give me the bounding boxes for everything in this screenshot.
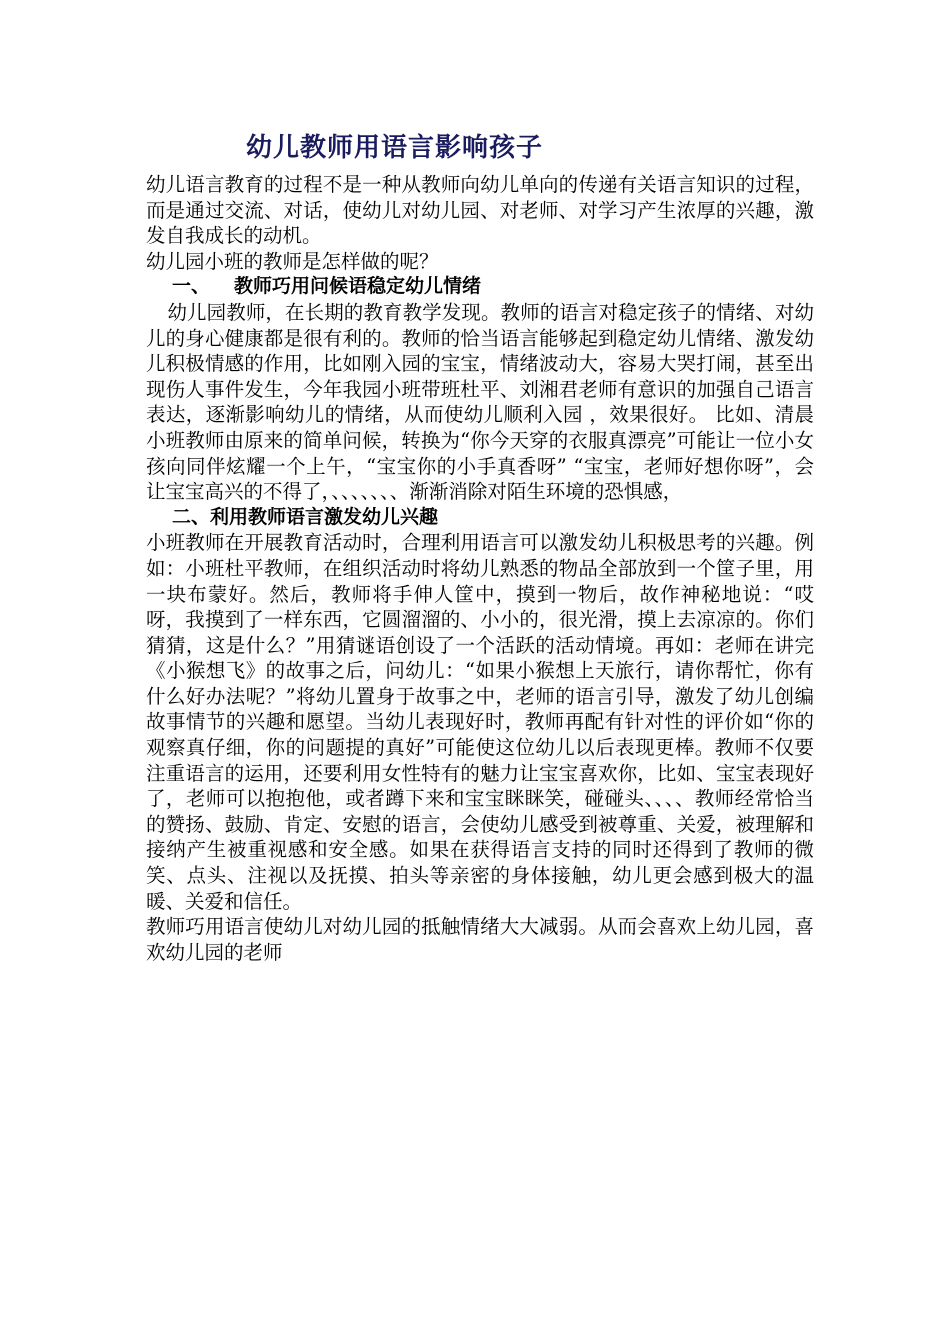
document-title: 幼儿教师用语言影响孩子 bbox=[246, 133, 544, 163]
section1-heading-text: 教师巧用问候语稳定幼儿情绪 bbox=[234, 275, 482, 298]
section1-heading bbox=[146, 274, 814, 300]
section2-body: 小班教师在开展教育活动时，合理利用语言可以激发幼儿积极思考的兴趣。例如：小班杜平教师，在组织活动时将幼儿熟悉的物品全部放到一个筐子里，用一块布蒙好。然后，教师将手伸人筐中，摸到一物后，故作神秘地说：“哎呀，我摸到了一样东西，它圆溜溜的、小小的，很光滑，摸上去凉凉的。你们猜猜，这是什么？”用猜谜语创设了一个活跃的活动情境。再如：老师在讲完《小猴想飞》的故事之后，问幼儿：“如果小猴想上天旅行，请你帮忙，你有什么好办法呢？”将幼儿置身于故事之中，老师的语言引导，激发了幼儿创编故事情节的兴趣和愿望。当幼儿表现好时，教师再配有针对性的评价如“你的观察真仔细，你的问题提的真好”可能使这位幼儿以后表现更棒。教师不仅要注重语言的运用，还要利用女性特有的魅力让宝宝喜欢你，比如、宝宝表现好了，老师可以抱抱他，或者蹲下来和宝宝眯眯笑，碰碰头、、、、教师经常恰当的赞扬、鼓励、肯定、安慰的语言，会使幼儿感受到被尊重、关爱，被理解和接纳产生被重视感和安全感。如果在获得语言支持的同时还得到了教师的微笑、点头、注视以及抚摸、拍头等亲密的身体接触，幼儿更会感到极大的温暖、关爱和信任。 bbox=[146, 531, 814, 913]
section1-body: 幼儿园教师，在长期的教育教学发现。教师的语言对稳定孩子的情绪、对幼儿的身心健康都是很有利的。教师的恰当语言能够起到稳定幼儿情绪、激发幼儿积极情感的作用，比如刚入园的宝宝，情绪波动大，容易大哭打闹，甚至出现伤人事件发生，今年我园小班带班杜平、刘湘君老师有意识的加强自己语言表达，逐渐影响幼儿的情绪，从而使幼儿顺利入园 ，效果很好。 比如、清晨小班教师由原来的简单问候，转换为“你今天穿的衣服真漂亮”可能让一位小女孩向同伴炫耀一个上午，“宝宝你的小手真香呀” “宝宝，老师好想你呀”，会让宝宝高兴的不得了，、、、、、、、渐渐消除对陌生环境的恐惧感， bbox=[146, 300, 814, 504]
conclusion-paragraph: 教师巧用语言使幼儿对幼儿园的抵触情绪大大减弱。从而会喜欢上幼儿园，喜欢幼儿园的老师 bbox=[146, 915, 814, 964]
document-body bbox=[146, 172, 814, 965]
section2-heading: 二、利用教师语言激发幼儿兴趣 bbox=[172, 505, 439, 528]
question-paragraph: 幼儿园小班的教师是怎样做的呢？ bbox=[146, 249, 439, 273]
section1-heading-number: 一、 bbox=[172, 275, 211, 298]
intro-paragraph: 幼儿语言教育的过程不是一种从教师向幼儿单向的传递有关语言知识的过程，而是通过交流、对话，使幼儿对幼儿园、对老师、对学习产生浓厚的兴趣，激发自我成长的动机。 bbox=[146, 173, 814, 248]
